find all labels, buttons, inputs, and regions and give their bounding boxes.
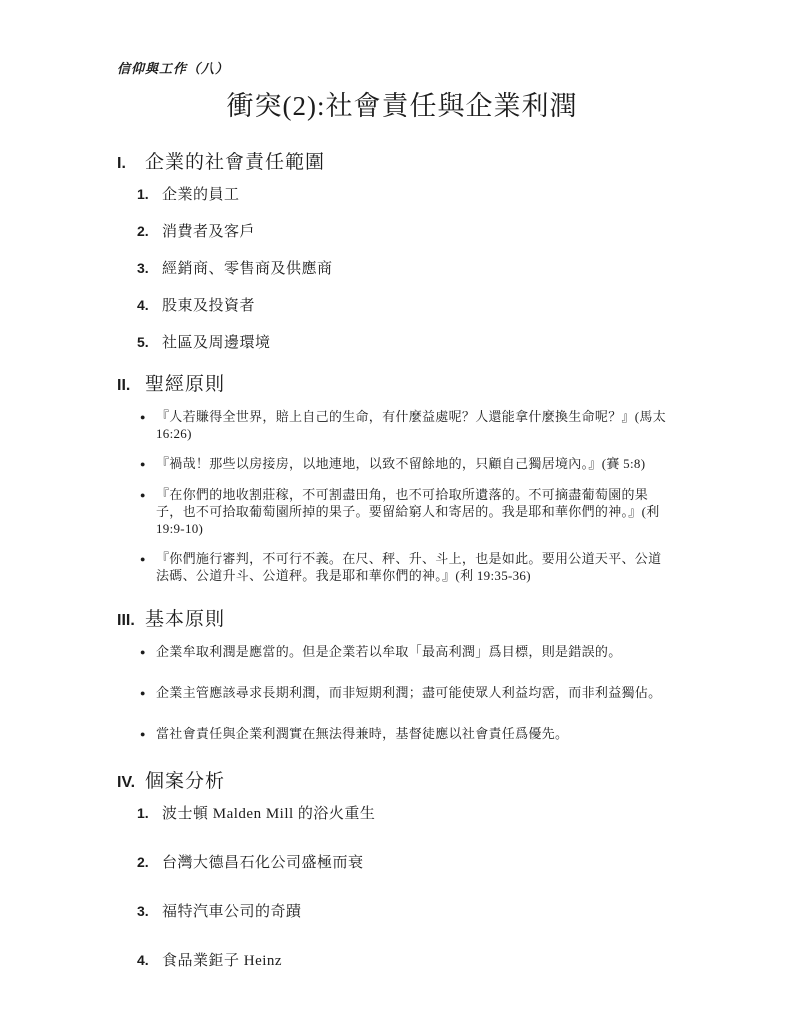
principle-text: 企業主管應該尋求長期利潤，而非短期利潤；盡可能使眾人利益均霑，而非利益獨佔。 — [156, 685, 662, 700]
list-item — [117, 258, 687, 279]
item-number: 2. — [137, 223, 149, 239]
section-responsibility-scope — [117, 147, 687, 353]
principle-text: 企業牟取利潤是應當的。但是企業若以牟取「最高利潤」爲目標，則是錯誤的。 — [156, 644, 622, 659]
section-title: 基本原則 — [145, 609, 226, 630]
item-text: 社區及周邊環境 — [162, 335, 271, 351]
bullet-icon: ● — [140, 554, 146, 564]
quote-text: 『在你們的地收割莊稼，不可割盡田角，也不可拾取所遺落的。不可摘盡葡萄園的果子，也不可拾取葡萄園所掉的果子。要留給窮人和寄居的。我是耶和華你們的神。』(利 19:9-10) — [156, 487, 660, 536]
header-note: 信仰與工作（八） — [117, 61, 230, 76]
bullet-icon: ● — [140, 490, 146, 500]
list-item — [117, 684, 687, 702]
item-number: 1. — [137, 186, 149, 202]
list-item — [117, 332, 687, 353]
list-item — [117, 455, 687, 473]
item-number: 5. — [137, 334, 149, 350]
item-text: 消費者及客戶 — [162, 224, 256, 240]
section-numeral: II. — [117, 377, 131, 394]
list-item — [117, 550, 687, 584]
quote-text: 『你們施行審判，不可行不義。在尺、秤、升、斗上，也是如此。要用公道天平、公道法碼、公道升斗、公道秤。我是耶和華你們的神。』(利 19:35-36) — [156, 551, 662, 583]
section-basic-principles — [117, 604, 687, 743]
item-text: 企業的員工 — [162, 187, 240, 203]
quote-text: 『禍哉！那些以房接房，以地連地，以致不留餘地的，只顧自己獨居境內。』(賽 5:8) — [156, 456, 646, 471]
section-numeral: IV. — [117, 774, 136, 791]
item-number: 4. — [137, 297, 149, 313]
section-heading — [117, 147, 687, 174]
list-item — [117, 643, 687, 661]
item-text: 波士頓 Malden Mill 的浴火重生 — [162, 806, 376, 822]
list-item — [117, 408, 687, 442]
section-case-studies — [117, 766, 687, 971]
principle-text: 當社會責任與企業利潤實在無法得兼時，基督徒應以社會責任爲優先。 — [156, 726, 569, 741]
list-item — [117, 221, 687, 242]
bullet-icon: ● — [140, 647, 146, 657]
quote-text: 『人若賺得全世界，賠上自己的生命，有什麼益處呢？人還能拿什麼換生命呢？』(馬太 16:26) — [156, 409, 667, 441]
section-heading — [117, 369, 687, 396]
list-item — [117, 901, 687, 922]
list-item — [117, 295, 687, 316]
section-numeral: III. — [117, 612, 135, 629]
section-numeral: I. — [117, 155, 126, 172]
list-item — [117, 486, 687, 537]
item-number: 2. — [137, 854, 149, 870]
section-title: 聖經原則 — [145, 374, 226, 395]
item-text: 經銷商、零售商及供應商 — [162, 261, 333, 277]
list-item — [117, 184, 687, 205]
item-number: 3. — [137, 903, 149, 919]
bullet-icon: ● — [140, 412, 146, 422]
bullet-list — [117, 643, 687, 743]
bullet-icon: ● — [140, 729, 146, 739]
list-item — [117, 852, 687, 873]
list-item — [117, 950, 687, 971]
item-number: 3. — [137, 260, 149, 276]
bullet-icon: ● — [140, 688, 146, 698]
item-text: 食品業鉅子 Heinz — [162, 953, 283, 969]
section-title: 個案分析 — [145, 771, 226, 792]
item-text: 福特汽車公司的奇蹟 — [162, 904, 302, 920]
item-text: 台灣大德昌石化公司盛極而衰 — [162, 855, 364, 871]
numbered-list — [117, 184, 687, 353]
list-item — [117, 803, 687, 824]
bullet-icon: ● — [140, 459, 146, 469]
item-number: 1. — [137, 805, 149, 821]
section-bible-principles — [117, 369, 687, 584]
section-heading — [117, 604, 687, 631]
bullet-list — [117, 408, 687, 584]
section-heading — [117, 766, 687, 793]
numbered-list — [117, 803, 687, 971]
section-title: 企業的社會責任範圍 — [145, 152, 326, 173]
item-text: 股東及投資者 — [162, 298, 256, 314]
page-title: 衝突(2):社會責任與企業利潤 — [226, 91, 578, 121]
item-number: 4. — [137, 952, 149, 968]
list-item — [117, 725, 687, 743]
